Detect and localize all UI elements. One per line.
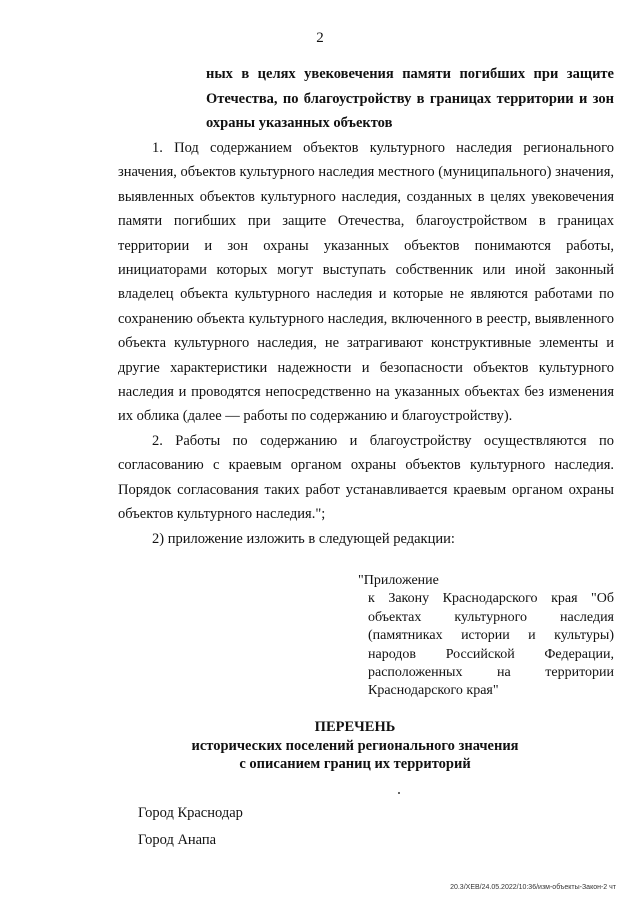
settlement-list — [138, 800, 243, 854]
body-text — [118, 136, 614, 551]
settlement-item: Город Анапа — [138, 832, 217, 848]
settlement-item: Город Краснодар — [138, 805, 243, 821]
paragraph-3: 2) приложение изложить в следующей редакции: — [152, 530, 455, 547]
paragraph-1: 1. Под содержанием объектов культурного наследия регионального значения, объектов культурного наследия местного (муниципального) значения, выявленных объектов культурного наследия, созданных в целях увековечения памяти погибших при защите Отечества, благоустройством в границах территории и зон охраны указанных объектов понимаются работы, инициаторами которых могут выступать собственник или иной законный владелец объекта культурного наследия и которые не являются работами по сохранению объекта культурного наследия, включенного в реестр, выявленного объекта культурного наследия, не затрагивают конструктивные элементы и другие характеристики надежности и безопасности объектов культурного наследия и проводятся непосредственно на указанных объектах без изменения их облика (далее — работы по содержанию и благоустройству). — [118, 140, 614, 425]
list-heading-subtitle-1: исторических поселений регионального значения — [191, 737, 519, 754]
appendix-title: "Приложение — [358, 573, 439, 588]
appendix-text: к Закону Краснодарского края "Об объектах культурного наследия (памятниках истории и культуры) народов Российской Федерации, расположенных на территории Краснодарского края" — [368, 591, 614, 699]
list-heading-title: ПЕРЕЧЕНЬ — [314, 719, 396, 735]
heading-continuation: ных в целях увековечения памяти погибших при защите Отечества, по благоустройству в границах территории и зон охраны указанных объектов — [206, 66, 614, 131]
stray-dot — [398, 792, 400, 794]
paragraph-2: 2. Работы по содержанию и благоустройству осуществляются по согласованию с краевым органом охраны объектов культурного наследия. Порядок согласования таких работ устанавливается краевым органом охраны объектов культурного наследия."; — [118, 432, 614, 523]
footer-document-code: 20.3/ХЕВ/24.05.2022/10:36/изм-объекты-Закон-2 чт — [450, 884, 616, 891]
appendix-note — [358, 572, 614, 701]
page-number: 2 — [316, 30, 324, 46]
list-heading — [150, 718, 560, 774]
list-heading-subtitle-2: с описанием границ их территорий — [239, 756, 471, 772]
